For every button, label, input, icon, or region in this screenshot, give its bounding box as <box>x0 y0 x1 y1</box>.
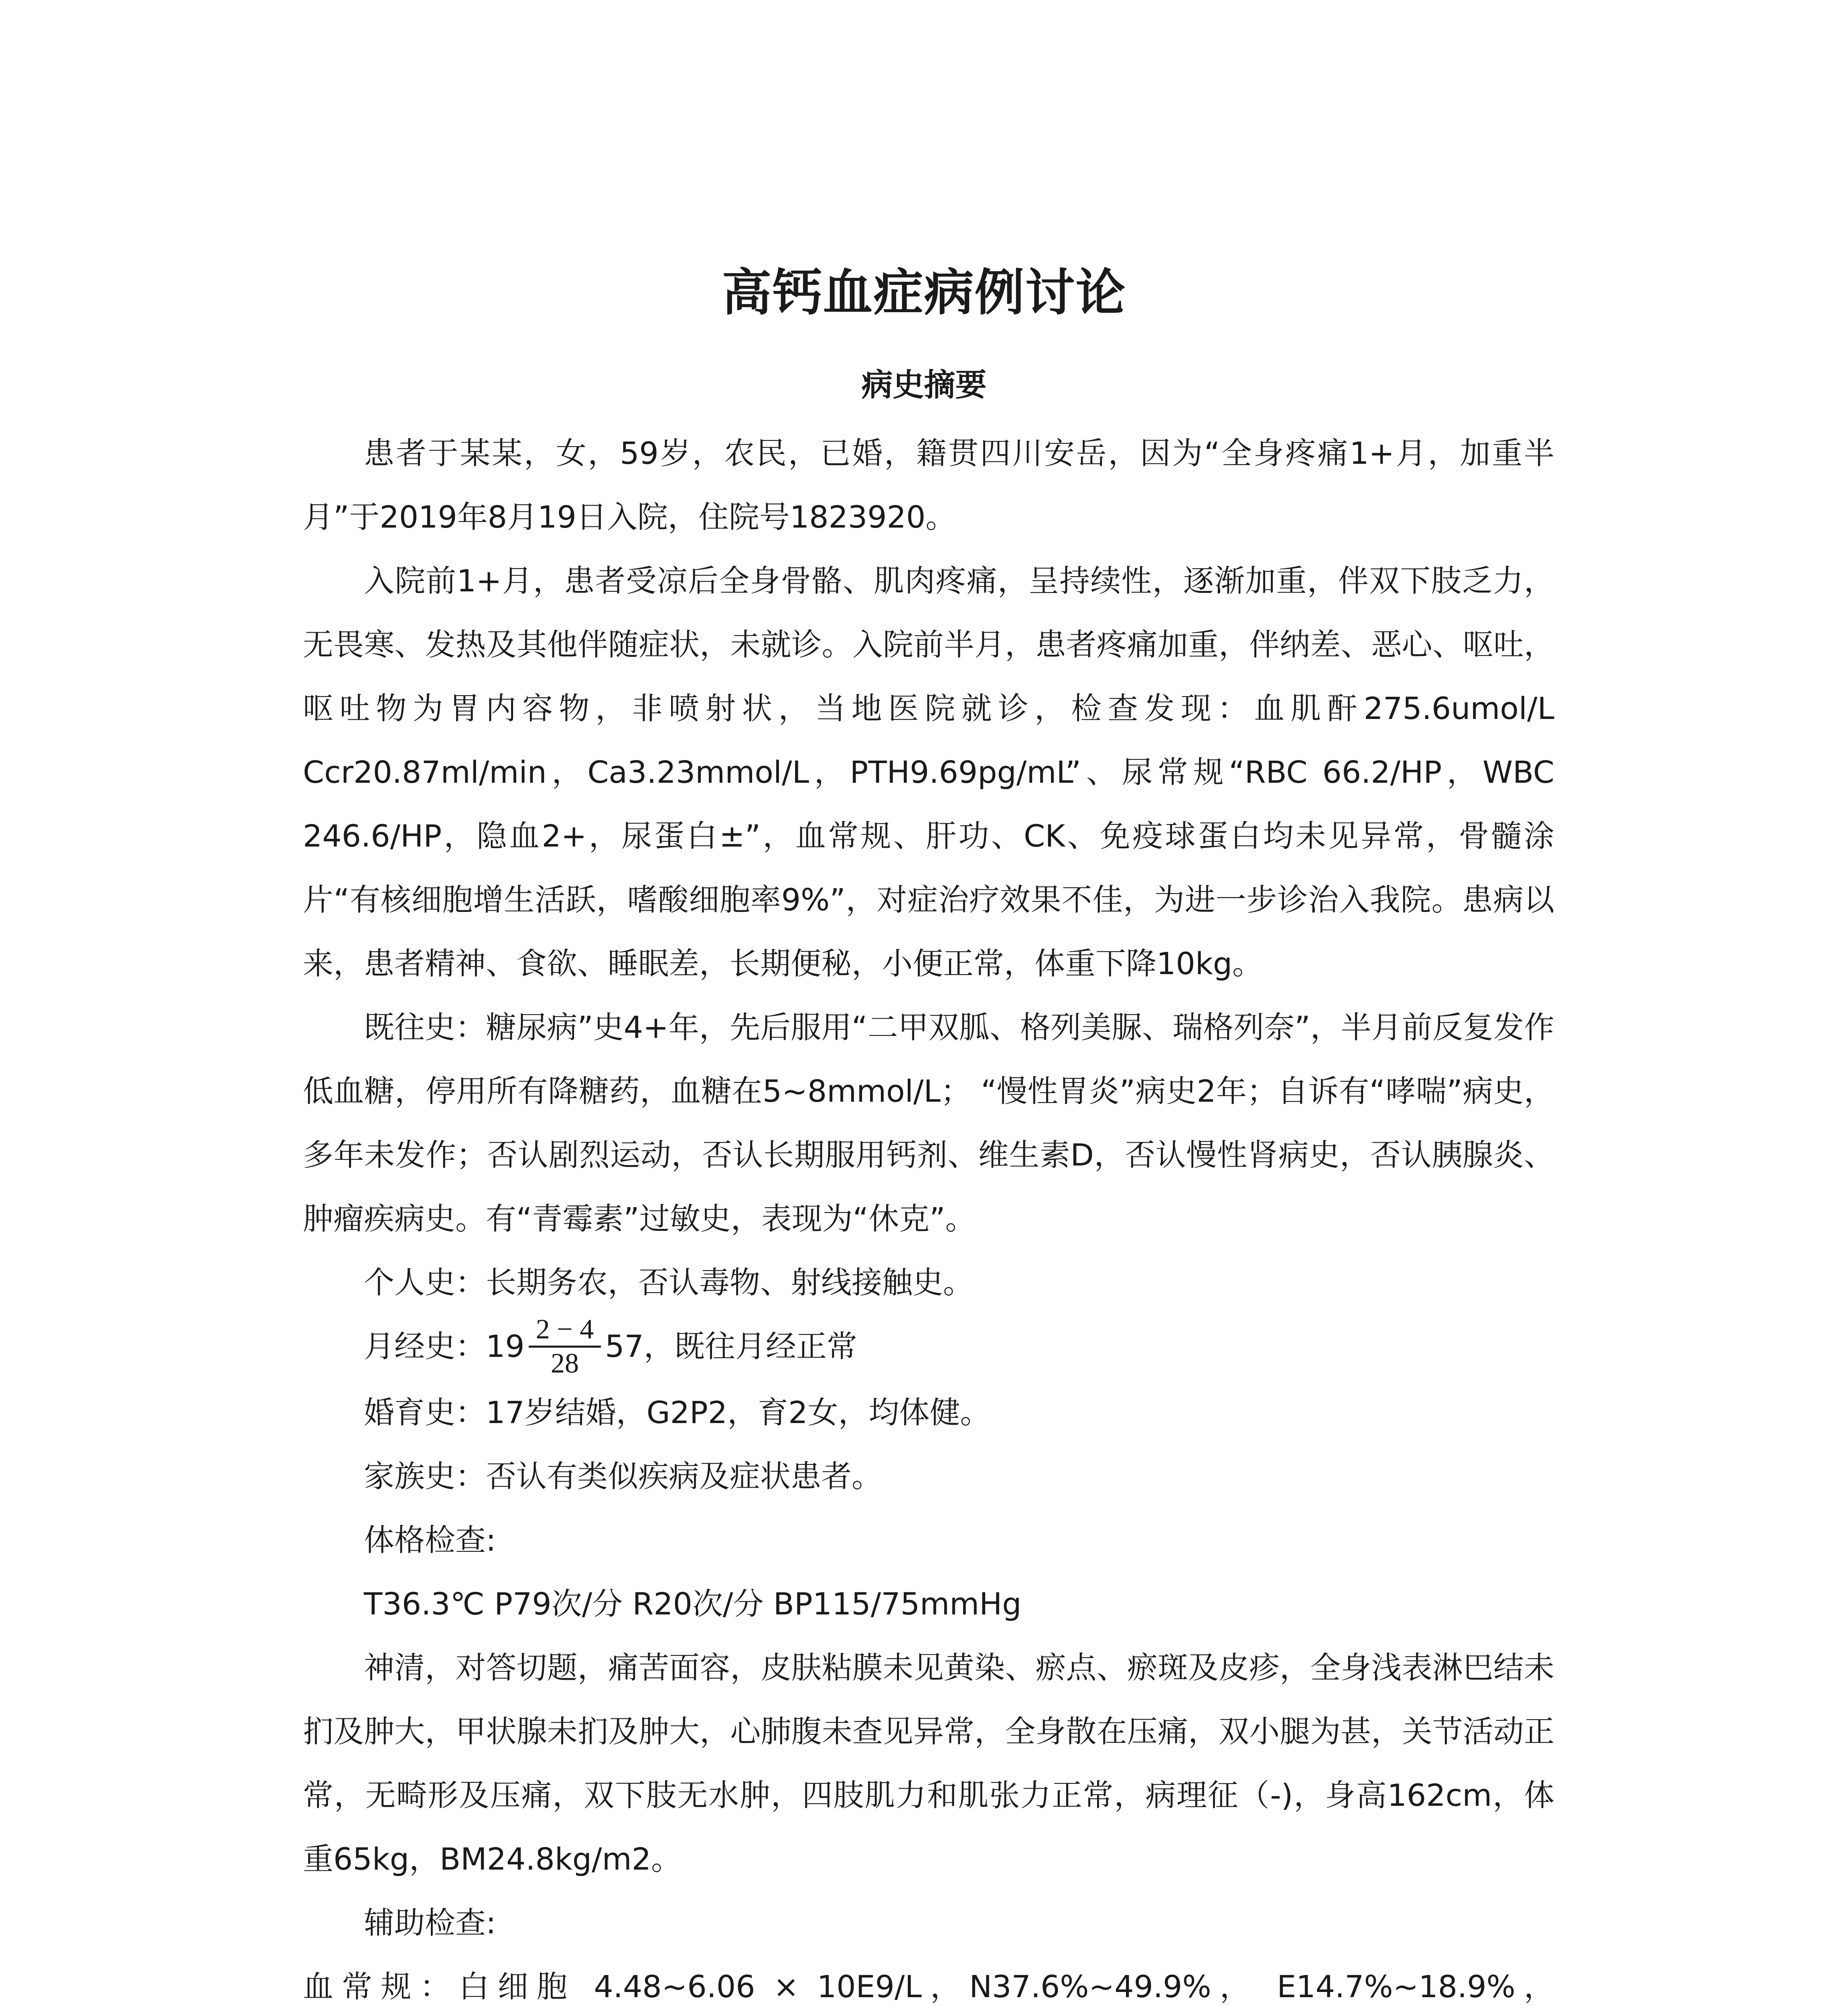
paragraph-marital-history: 婚育史：17岁结婚，G2P2，育2女，均体健。 <box>364 1395 991 1430</box>
fraction-denominator: 28 <box>550 1348 579 1379</box>
physical-exam-heading: 体格检查: <box>364 1522 496 1558</box>
vital-signs: T36.3℃ P79次/分 R20次/分 BP115/75mmHg <box>364 1586 1022 1622</box>
paragraph-intro: 患者于某某，女，59岁，农民，已婚，籍贯四川安岳，因为“全身疼痛1+月，加重半月”于2019年8月19日入院，住院号1823920。 <box>303 435 1554 535</box>
menstrual-fraction <box>529 1314 601 1380</box>
paragraph-menstrual-history <box>303 1314 1554 1381</box>
document-body <box>303 421 1554 2006</box>
paragraph-blood-routine: 血常规：白细胞 4.48~6.06 × 10E9/L，N37.6%~49.9%， E14.7%~18.9%， <box>303 1969 1554 2004</box>
auxiliary-exam-heading: 辅助检查: <box>364 1905 496 1941</box>
paragraph-exam-findings: 神清，对答切题，痛苦面容，皮肤粘膜未见黄染、瘀点、瘀斑及皮疹，全身浅表淋巴结未扪及肿大，甲状腺未扪及肿大，心肺腹未查见异常，全身散在压痛，双小腿为甚，关节活动正常，无畸形及压痛，双下肢无水肿，四肢肌力和肌张力正常，病理征（-)，身高162cm，体重65kg，BM24.8kg/m2。 <box>303 1650 1554 1877</box>
paragraph-present-illness: 入院前1+月，患者受凉后全身骨骼、肌肉疼痛，呈持续性，逐渐加重，伴双下肢乏力，无畏寒、发热及其他伴随症状，未就诊。入院前半月，患者疼痛加重，伴纳差、恶心、呕吐，呕吐物为胃内容物，非喷射状，当地医院就诊，检查发现：血肌酐275.6umol/L Ccr20.87ml/min，Ca3.23mmol/L，PTH9.69pg/mL”、尿常规“RBC 66.2/HP，WBC 246.6/HP，隐血2+，尿蛋白±”，血常规、肝功、CK、免疫球蛋白均未见异常，骨髓涂片“有核细胞增生活跃，嗜酸细胞率9%”，对症治疗效果不佳，为进一步诊治入我院。患病以来，患者精神、食欲、睡眠差，长期便秘，小便正常，体重下降10kg。 <box>303 563 1554 981</box>
fraction-numerator: 2 − 4 <box>529 1314 601 1348</box>
menstrual-suffix: 57，既往月经正常 <box>605 1328 857 1364</box>
paragraph-family-history: 家族史：否认有类似疾病及症状患者。 <box>364 1458 882 1494</box>
paragraph-personal-history: 个人史：长期务农，否认毒物、射线接触史。 <box>364 1265 974 1300</box>
document-title: 高钙血症病例讨论 <box>722 264 1126 322</box>
section-heading: 病史摘要 <box>861 367 987 403</box>
menstrual-label: 月经史：19 <box>364 1328 525 1364</box>
paragraph-past-history: 既往史：糖尿病”史4+年，先后服用“二甲双胍、格列美脲、瑞格列奈”，半月前反复发作低血糖，停用所有降糖药，血糖在5~8mmol/L； “慢性胃炎”病史2年；自诉有“哮喘”病史，多年未发作；否认剧烈运动，否认长期服用钙剂、维生素D，否认慢性肾病史，否认胰腺炎、肿瘤疾病史。有“青霉素”过敏史，表现为“休克”。 <box>303 1009 1554 1236</box>
